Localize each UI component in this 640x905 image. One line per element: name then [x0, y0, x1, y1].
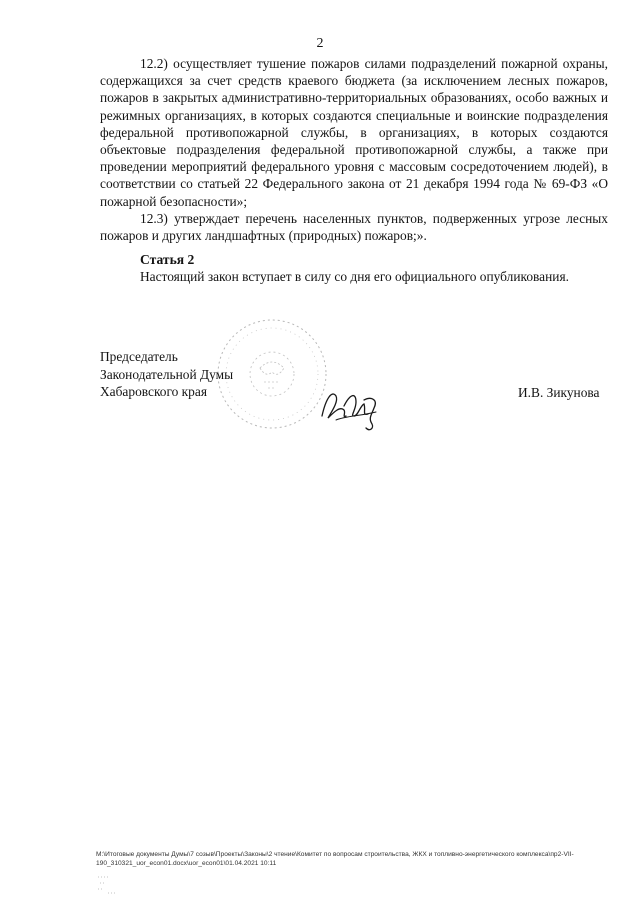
footer-file-path: M:\Итоговые документы Думы\7 созыв\Проекты\Законы\2 чтение\Комитет по вопросам строительства, ЖКХ и топливно-энергетического комплекса\пр2-VII-190_310321_uor_econ01.docx\uor_econ01\01.04.2021 10:11: [96, 851, 574, 867]
signer-title-line-3: Хабаровского края: [100, 384, 207, 399]
signer-name: И.В. Зикунова: [518, 385, 600, 400]
signer-title-line-2: Законодательной Думы: [100, 366, 234, 382]
article-heading: Статья 2: [140, 252, 195, 267]
signer-title-line-1: Председатель: [100, 349, 178, 364]
signer-title-block: [100, 348, 233, 401]
law-body-text: [100, 55, 608, 244]
article-text: Настоящий закон вступает в силу со дня его официального опубликования.: [140, 269, 569, 284]
page-number: 2: [316, 36, 324, 51]
paragraph-12-3: 12.3) утверждает перечень населенных пунктов, подверженных угрозе лесных пожаров и других ландшафтных (природных) пожаров;».: [100, 210, 608, 244]
paragraph-12-2: 12.2) осуществляет тушение пожаров силами подразделений пожарной охраны, содержащихся за счет средств краевого бюджета (за исключением лесных пожаров, пожаров в закрытых административно-территориальных образованиях, особо важных и режимных организациях, в которых создаются специальные и воинские подразделения федеральной противопожарной службы, в организациях, в которых создаются объектовые подразделения федеральной противопожарной службы, а также при проведении мероприятий федерального уровня с массовым сосредоточением людей), в соответствии со статьей 22 Федерального закона от 21 декабря 1994 года № 69-ФЗ «О пожарной безопасности»;: [100, 56, 608, 209]
footer-scan-mark: [96, 873, 156, 899]
handwritten-signature: [316, 376, 388, 434]
article-2: [100, 251, 608, 285]
